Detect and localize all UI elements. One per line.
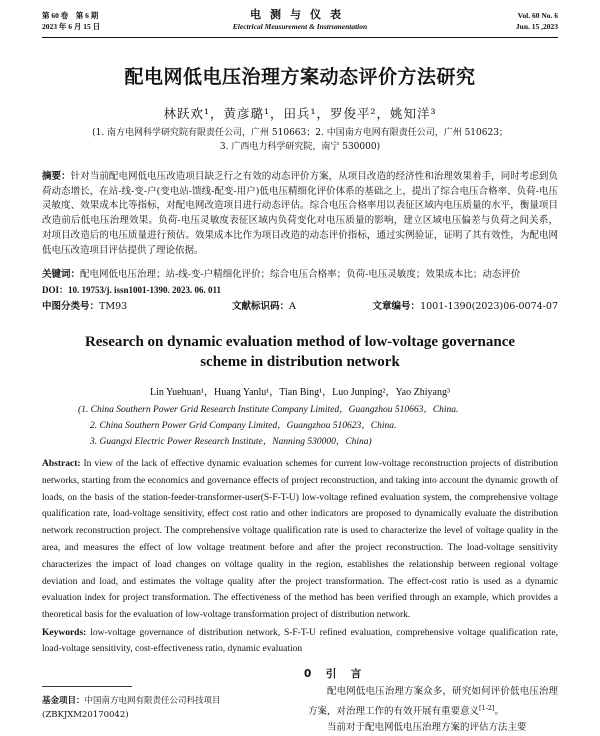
journal-name-en: Electrical Measurement & Instrumentation xyxy=(232,22,368,31)
clc-number: 中图分类号：TM93 xyxy=(42,301,128,312)
footnote-label: 基金项目： xyxy=(42,696,85,706)
doi: DOI：10. 19753/j. issn1001-1390. 2023. 06. 011 xyxy=(42,285,222,295)
funding-footnote xyxy=(42,694,282,722)
document-code: 文献标识码：A xyxy=(232,301,296,312)
article-number: 文章编号：1001-1390(2023)06-0074-07 xyxy=(372,301,558,312)
intro-paragraph: 当前对于配电网低电压治理方案的评估方法主要 xyxy=(327,722,527,734)
abstract-en xyxy=(42,456,558,624)
abstract-zh-text: 针对当前配电网低电压改造项目缺乏行之有效的动态评价方案，从项目改造的经济性和治理效果着手，同时考虑到负荷动态增长，在站-线-变-户(变电站-馈线-配变-用户)低电压精细化评价体系的基础之上，提出了综合电压合格率、负荷-电压灵敏度、效果成本比等指标，对配电网改造项目进行动态评估。综合电压合格率用以表征区域内电压质量的水平，衡量项目改造前后低电压治理效果。负荷-电压灵敏度表征区域内负荷变化对电压质量的影响，建立区域电压偏差与负荷之间关系，对项目改造后的电压质量进行预估。效果成本比作为项目改造的动态评价指标，通过实例验证，证明了其有效性，为配电网低电压改造项目评估提供了理论依据。 xyxy=(42,171,558,256)
affiliations-zh xyxy=(60,126,540,154)
section-number: 0 xyxy=(304,668,314,680)
header-divider xyxy=(42,37,558,38)
header-center xyxy=(42,10,558,32)
abstract-en-text: In view of the lack of effective dynamic evaluation schemes for current low-voltage reconstruction projects of distribution networks, starting from the economics and governance effects of project reconstruction, and taking into account the dynamic growth of loads, on the basis of the station-feeder-transformer-user(S-F-T-U) low-voltage refined evaluation system, the comprehensive voltage qualification rate, load-voltage sensitivity, effect cost ratio and other indicators are proposed to dynamically evaluate the distribution network reconstruction project. The comprehensive voltage qualification rate is used to characterize the level of voltage quality in the area, and measures the effect of low voltage treatment before and after the project reconstruction. The load-voltage sensitivity characterizes the impact of load changes on voltage quality in the region, establishes the relationship between regional voltage deviation and load, and estimates the voltage quality after the project transformation. The effect-cost ratio is used as a dynamic evaluation index for project transformation. The effectiveness of the method has been verified through an example, which provides a theoretical basis for the evaluation of low-voltage transformation project of distribution network. xyxy=(42,459,559,621)
keywords-zh-text: 配电网低电压治理；站-线-变-户精细化评价；综合电压合格率；负荷-电压灵敏度；效果成本比；动态评价 xyxy=(80,269,521,280)
running-header xyxy=(42,10,558,34)
classification-row xyxy=(42,298,558,312)
keywords-zh-label: 关键词： xyxy=(42,269,81,280)
abstract-en-label: Abstract: xyxy=(42,459,81,469)
intro-body xyxy=(308,684,558,736)
header-right xyxy=(516,10,558,32)
volume-en: Vol. 60 No. 6 xyxy=(517,11,558,20)
abstract-zh xyxy=(42,170,558,258)
journal-name-zh: 电测与仪表 xyxy=(250,9,350,21)
affiliation-zh-line: (1. 南方电网科学研究院有限责任公司，广州 510663；2. 中国南方电网有限责任公司，广州 510623； xyxy=(92,128,508,138)
date-en: Jun. 15 ,2023 xyxy=(515,22,558,31)
abstract-zh-label: 摘要： xyxy=(42,171,71,182)
affiliation-en-line: 3. Guangxi Electric Power Research Institute，Nanning 530000，China) xyxy=(90,437,372,447)
keywords-en-label: Keywords: xyxy=(42,628,87,638)
paper-title-en: Research on dynamic evaluation method of low-voltage governance scheme in distribution network xyxy=(84,334,516,370)
authors-en: Lin Yuehuan¹，Huang Yanlu¹，Tian Bing¹，Luo Junping²，Yao Zhiyang³ xyxy=(150,387,450,398)
keywords-en xyxy=(42,625,558,657)
keywords-en-text: low-voltage governance of distribution network, S-F-T-U refined evaluation, comprehensive voltage qualification rate, load-voltage sensitivity, cost-effectiveness ratio, dynamic evaluation xyxy=(42,628,558,654)
affiliation-zh-line: 3. 广西电力科学研究院，南宁 530000) xyxy=(219,142,381,152)
affiliation-en-line: 2. China Southern Power Grid Company Limited，Guangzhou 510623，China. xyxy=(90,421,397,431)
keywords-zh xyxy=(42,268,558,282)
footnote-text: 中国南方电网有限责任公司科技项目(ZBKJXM20170042) xyxy=(42,696,221,720)
footnote-divider xyxy=(42,686,132,687)
intro-paragraph: 配电网低电压治理方案众多，研究如何评价低电压治理方案，对治理工作的有效开展有重要意义[1-2]。 xyxy=(308,686,558,718)
date-zh: 2023 年 6 月 15 日 xyxy=(42,22,101,31)
section-title: 引 言 xyxy=(325,668,364,680)
section-heading xyxy=(304,666,363,681)
affiliations-en xyxy=(78,402,540,450)
paper-title-zh: 配电网低电压治理方案动态评价方法研究 xyxy=(124,66,476,88)
citation[interactable]: [1-2] xyxy=(479,704,495,712)
volume-zh: 第 60 卷 第 6 期 xyxy=(42,11,99,20)
authors-zh: 林跃欢¹，黄彦璐¹，田兵¹，罗俊平²，姚知洋³ xyxy=(163,106,437,121)
affiliation-en-line: (1. China Southern Power Grid Research Institute Company Limited，Guangzhou 510663，China. xyxy=(78,405,459,415)
